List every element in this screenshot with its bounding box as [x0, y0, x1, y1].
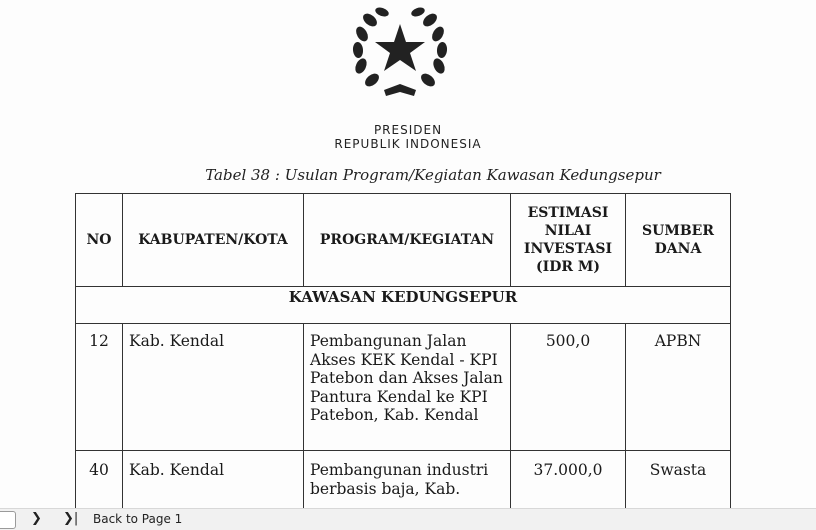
col-header-estimasi	[511, 194, 626, 287]
cell-sumber: APBN	[626, 324, 731, 451]
col-header-program: PROGRAM/KEGIATAN	[304, 194, 511, 287]
table-row	[76, 324, 731, 451]
table-caption: Tabel 38 : Usulan Program/Kegiatan Kawasan Kedungsepur	[205, 166, 661, 184]
col-header-kabupaten: KABUPATEN/KOTA	[123, 194, 304, 287]
program-table	[75, 193, 731, 508]
estimasi-line4: (IDR M)	[536, 259, 600, 275]
cell-kabupaten: Kab. Kendal	[123, 451, 304, 509]
skip-to-end-icon[interactable]: ❯|	[63, 511, 79, 526]
cell-kabupaten: Kab. Kendal	[123, 324, 304, 451]
col-header-sumber	[626, 194, 731, 287]
viewer-statusbar	[0, 508, 816, 530]
section-title: KAWASAN KEDUNGSEPUR	[76, 287, 731, 324]
section-row	[76, 287, 731, 324]
sumber-line1: SUMBER	[642, 223, 714, 239]
cell-program: Pembangunan industri berbasis baja, Kab.	[304, 451, 511, 509]
page-number-input[interactable]	[0, 511, 16, 529]
header-republic: REPUBLIK INDONESIA	[334, 137, 482, 151]
header-president: PRESIDEN	[373, 123, 443, 137]
estimasi-line3: INVESTASI	[523, 241, 613, 257]
cell-no: 40	[76, 451, 123, 509]
back-to-page-link[interactable]: Back to Page 1	[93, 512, 183, 526]
col-header-no: NO	[76, 194, 123, 287]
cell-sumber: Swasta	[626, 451, 731, 509]
cell-nilai: 37.000,0	[511, 451, 626, 509]
cell-program: Pembangunan Jalan Akses KEK Kendal - KPI Patebon dan Akses Jalan Pantura Kendal ke KPI Patebon, Kab. Kendal	[304, 324, 511, 451]
table-header-row	[76, 194, 731, 287]
cell-no: 12	[76, 324, 123, 451]
chevron-right-icon[interactable]: ❯	[31, 511, 42, 526]
garuda-emblem-icon	[348, 4, 452, 100]
estimasi-line2: NILAI	[544, 223, 592, 239]
sumber-line2: DANA	[654, 241, 702, 257]
estimasi-line1: ESTIMASI	[527, 205, 609, 221]
cell-nilai: 500,0	[511, 324, 626, 451]
table-row	[76, 451, 731, 509]
